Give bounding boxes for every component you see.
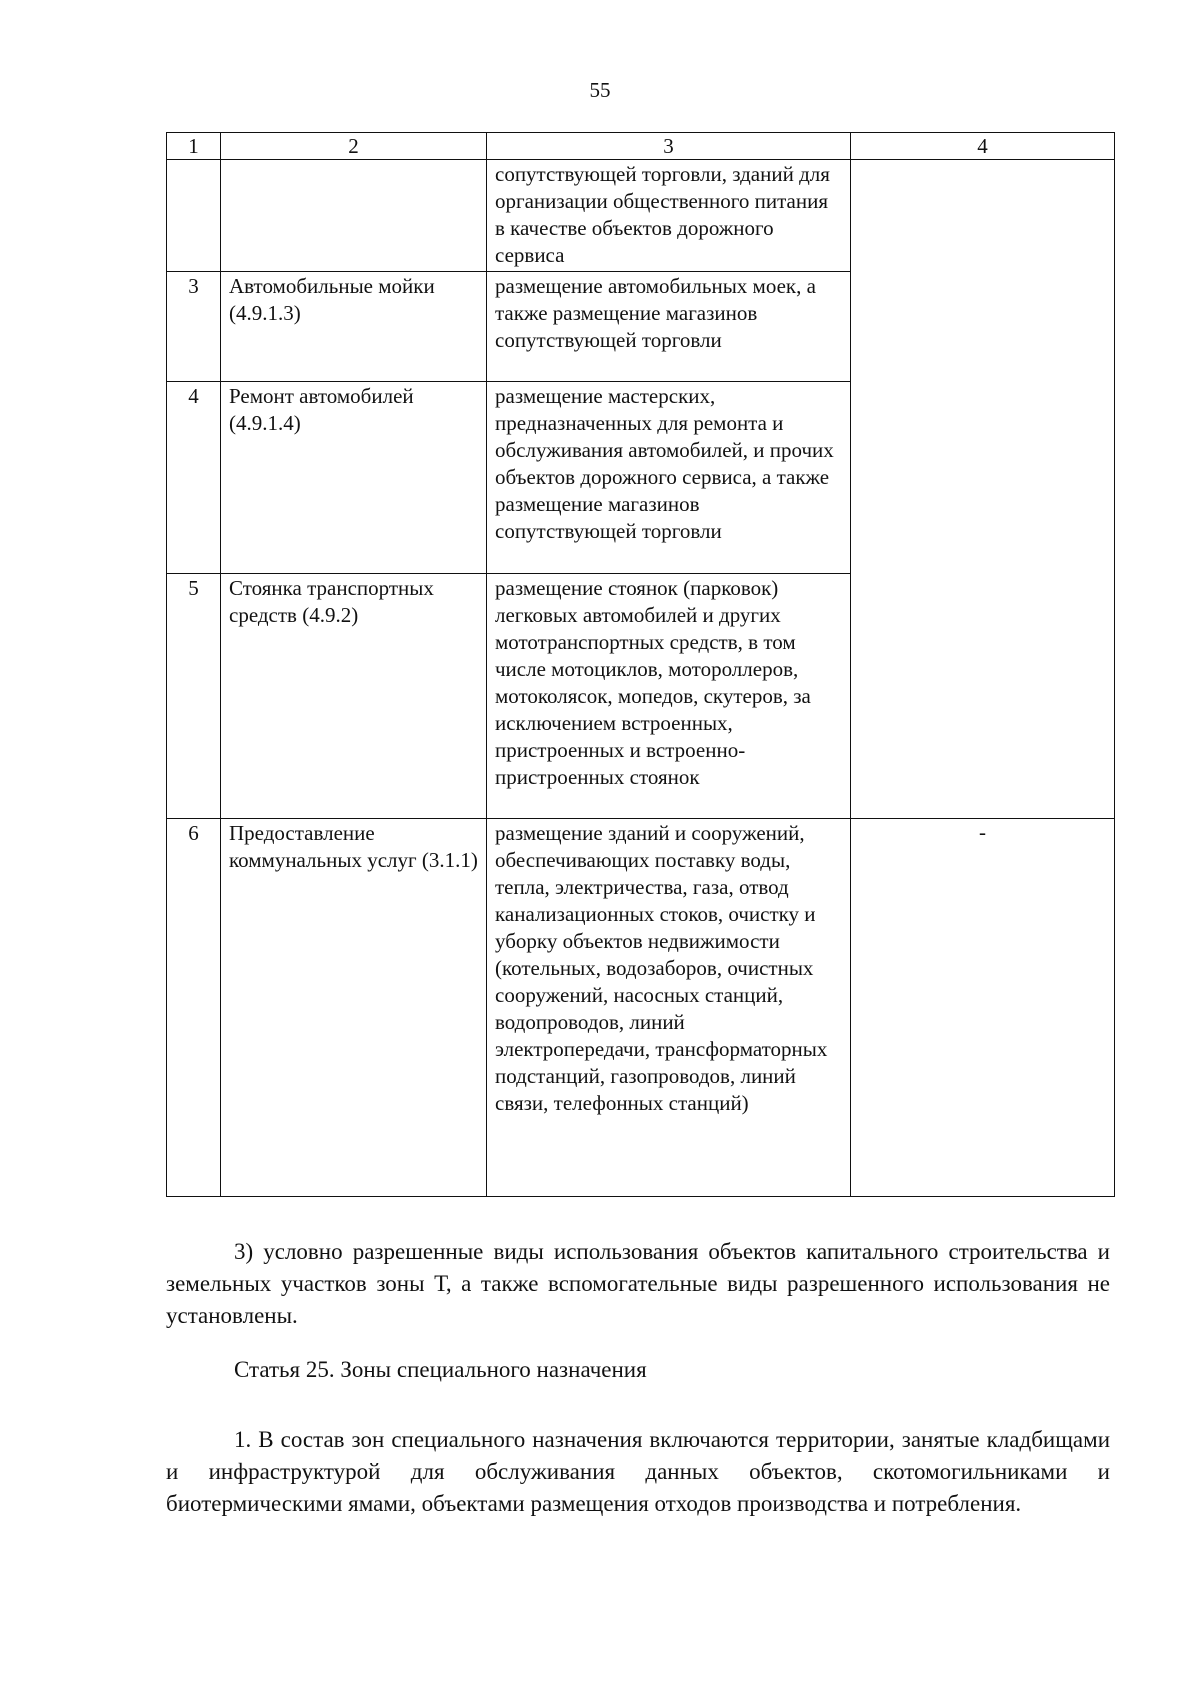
- land-use-table: [166, 132, 1115, 1197]
- paragraph-conditional-uses: 3) условно разрешенные виды использования объектов капитального строительства и земельных участков зоны Т, а также вспомогательные виды разрешенного использования не установлены.: [166, 1239, 1110, 1328]
- row-number: [167, 160, 221, 272]
- column-header-3: 3: [487, 133, 851, 160]
- use-type-name: Ремонт автомобилей (4.9.1.4): [221, 382, 487, 574]
- table-header-row: [167, 133, 1115, 160]
- row-number: 3: [167, 272, 221, 382]
- use-type-name: [221, 160, 487, 272]
- table-row: [167, 819, 1115, 1197]
- restrictions-value: -: [851, 819, 1115, 1197]
- article-heading: Статья 25. Зоны специального назначения: [234, 1357, 647, 1382]
- row-number: 6: [167, 819, 221, 1197]
- use-type-name: Автомобильные мойки (4.9.1.3): [221, 272, 487, 382]
- use-type-name: Предоставление коммунальных услуг (3.1.1): [221, 819, 487, 1197]
- row-number: 4: [167, 382, 221, 574]
- paragraph-special-zones: 1. В состав зон специального назначения включаются территории, занятые кладбищами и инфраструктурой для обслуживания данных объектов, скотомогильниками и биотермическими ямами, объектами размещения отходов производства и потребления.: [166, 1427, 1110, 1516]
- use-type-description: размещение зданий и сооружений, обеспечивающих поставку воды, тепла, электричества, газа, отвод канализационных стоков, очистку и уборку объектов недвижимости (котельных, водозаборов, очистных сооружений, насосных станций, водопроводов, линий электропередачи, трансформаторных подстанций, газопроводов, линий связи, телефонных станций): [487, 819, 851, 1197]
- use-type-description: размещение автомобильных моек, а также размещение магазинов сопутствующей торговли: [487, 272, 851, 382]
- use-type-description: размещение стоянок (парковок) легковых автомобилей и других мототранспортных средств, в том числе мотоциклов, мотороллеров, мотоколясок, мопедов, скутеров, за исключением встроенных, пристроенных и встроенно-пристроенных стоянок: [487, 574, 851, 819]
- column-header-2: 2: [221, 133, 487, 160]
- column-header-4: 4: [851, 133, 1115, 160]
- restrictions-cell-merged: [851, 160, 1115, 819]
- table-row: [167, 160, 1115, 272]
- use-type-description: сопутствующей торговли, зданий для организации общественного питания в качестве объектов дорожного сервиса: [487, 160, 851, 272]
- row-number: 5: [167, 574, 221, 819]
- use-type-name: Стоянка транспортных средств (4.9.2): [221, 574, 487, 819]
- column-header-1: 1: [167, 133, 221, 160]
- use-type-description: размещение мастерских, предназначенных для ремонта и обслуживания автомобилей, и прочих объектов дорожного сервиса, а также размещение магазинов сопутствующей торговли: [487, 382, 851, 574]
- page-number: 55: [589, 78, 611, 102]
